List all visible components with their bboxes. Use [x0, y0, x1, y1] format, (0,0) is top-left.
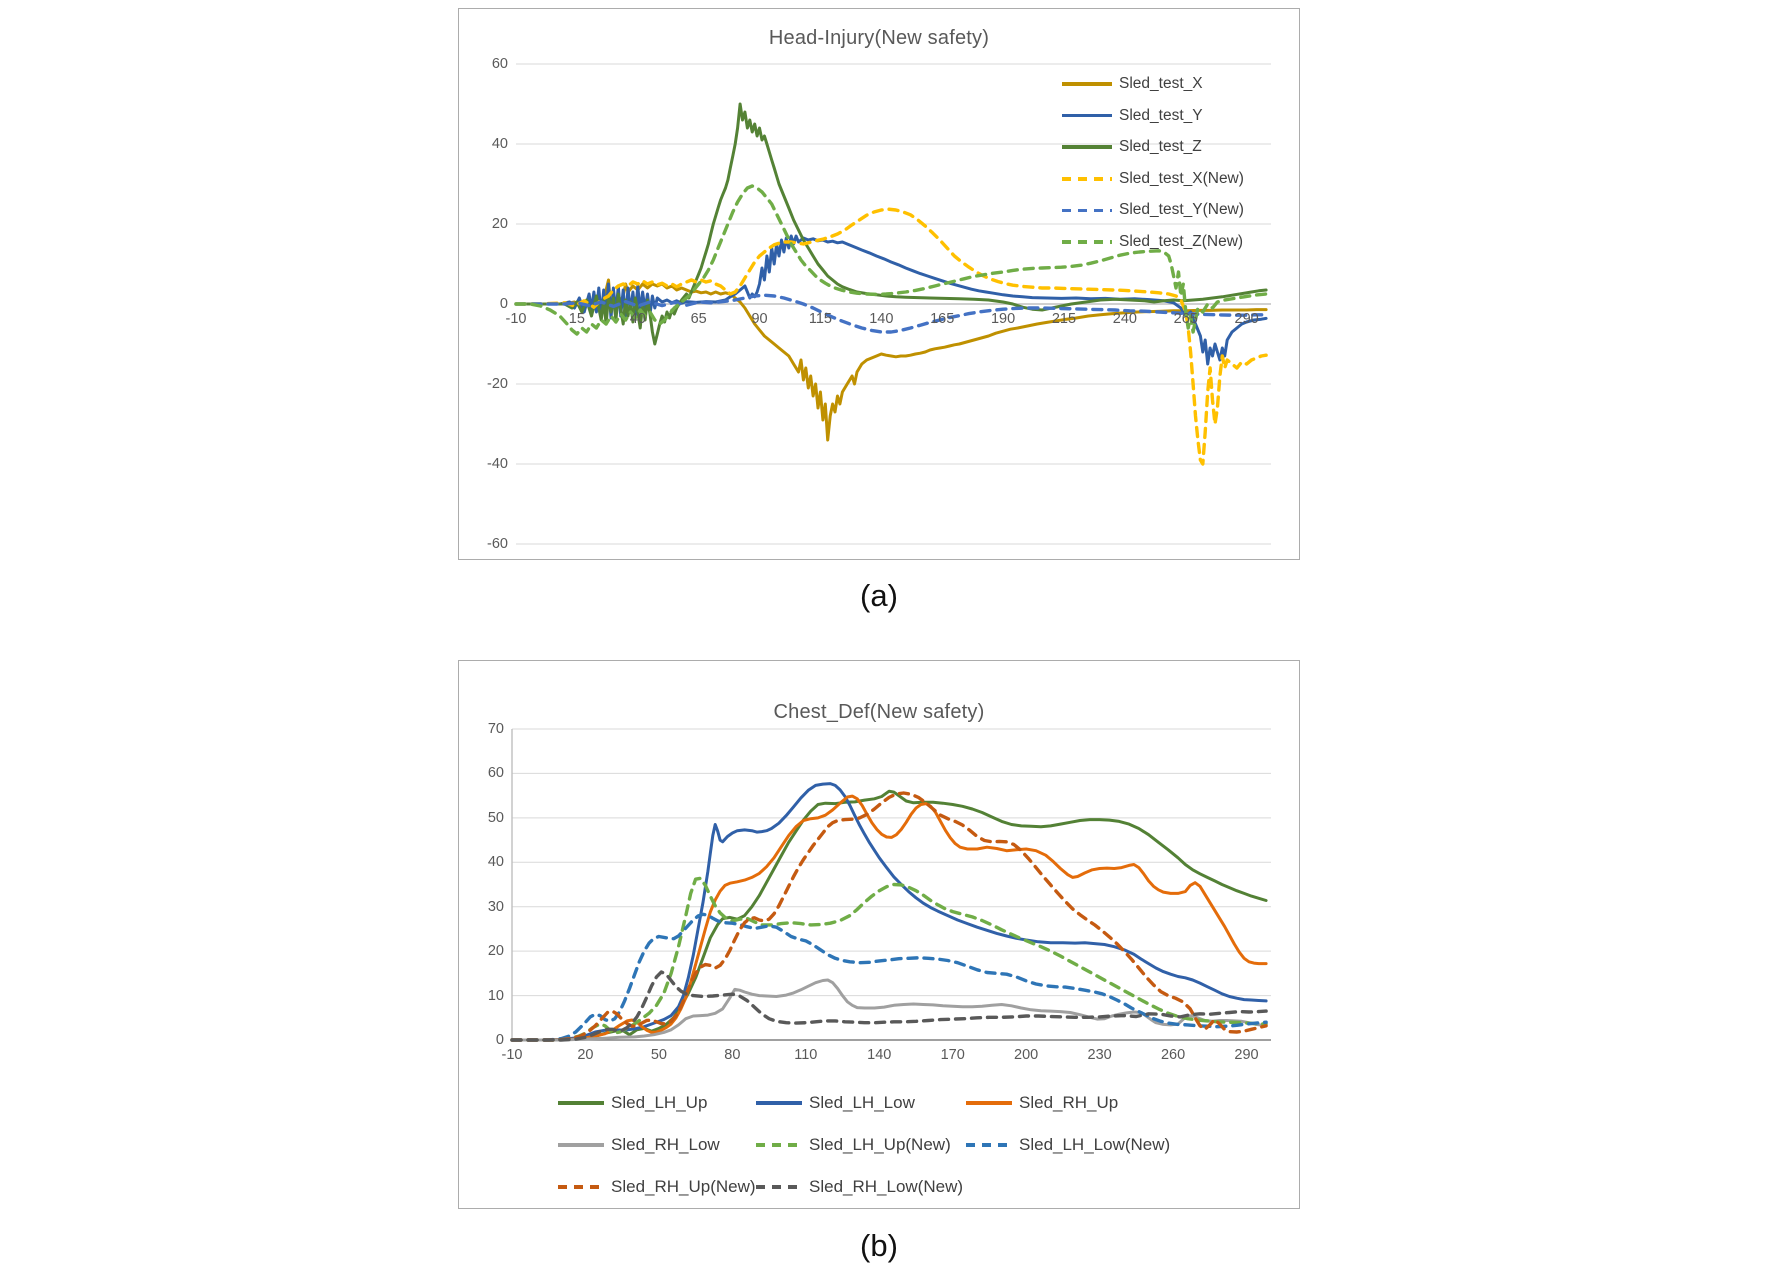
legend-item-Sled_test_Y(New) — [1062, 201, 1244, 219]
solid-line-swatch — [966, 1101, 1012, 1105]
y-tick-label-60: 60 — [491, 56, 508, 72]
series-line-Sled_test_Y — [516, 236, 1266, 364]
legend-label: Sled_LH_Low — [809, 1093, 915, 1112]
legend-label: Sled_test_Z(New) — [1119, 233, 1244, 250]
solid-line-swatch — [558, 1101, 604, 1105]
x-tick-label-170: 170 — [940, 1047, 965, 1063]
legend-item-Sled_test_Y — [1062, 107, 1203, 125]
dashed-line-swatch — [1062, 209, 1112, 213]
solid-line-swatch — [1062, 82, 1112, 86]
x-tick-label-110: 110 — [794, 1047, 818, 1063]
series-line-Sled_LH_Up(New) — [512, 878, 1266, 1040]
y-tick-label-20: 20 — [487, 943, 504, 960]
x-tick-label-15: 15 — [568, 311, 585, 327]
head-injury-chart — [458, 8, 1300, 560]
y-tick-label-40: 40 — [491, 136, 508, 152]
x-tick-label-65: 65 — [690, 311, 707, 327]
chart-title-chest-def: Chest_Def(New safety) — [773, 701, 985, 723]
x-tick-label-20: 20 — [577, 1047, 594, 1063]
x-tick-label-260: 260 — [1160, 1047, 1186, 1063]
legend-item-Sled_RH_Low(New) — [756, 1177, 963, 1197]
y-tick-label-40: 40 — [487, 854, 504, 871]
legend-label: Sled_test_Z — [1119, 138, 1202, 156]
solid-line-swatch — [1062, 114, 1112, 118]
legend-label: Sled_RH_Low — [611, 1135, 720, 1154]
x-tick-label--10: -10 — [505, 311, 527, 327]
legend-item-Sled_LH_Up(New) — [756, 1135, 951, 1155]
x-tick-label-240: 240 — [1112, 311, 1137, 327]
dashed-line-swatch — [1062, 177, 1112, 181]
legend-item-Sled_LH_Up — [558, 1093, 707, 1113]
dashed-line-swatch — [1062, 240, 1112, 244]
x-tick-label-265: 265 — [1173, 311, 1198, 327]
x-tick-label-230: 230 — [1087, 1047, 1112, 1063]
y-tick-label-0: 0 — [495, 1032, 504, 1048]
chart-title-head-injury: Head-Injury(New safety) — [768, 27, 990, 49]
solid-line-swatch — [558, 1143, 604, 1147]
x-tick-label--10: -10 — [501, 1047, 523, 1063]
x-tick-label-290: 290 — [1234, 311, 1259, 327]
solid-line-swatch — [1062, 145, 1112, 149]
legend-item-Sled_test_X(New) — [1062, 170, 1244, 188]
figure-caption-a: (a) — [860, 578, 898, 613]
legend-item-Sled_RH_Up — [966, 1093, 1118, 1113]
y-tick-label-50: 50 — [487, 809, 504, 826]
legend-label: Sled_LH_Up(New) — [809, 1135, 951, 1154]
legend-label: Sled_test_X(New) — [1119, 169, 1244, 187]
x-tick-label-290: 290 — [1234, 1047, 1259, 1063]
x-tick-label-190: 190 — [990, 311, 1016, 327]
dashed-line-swatch — [756, 1185, 802, 1189]
y-tick-label-20: 20 — [491, 216, 508, 232]
x-tick-label-40: 40 — [629, 311, 646, 327]
dashed-line-swatch — [756, 1143, 802, 1147]
chest-def-chart — [458, 660, 1300, 1209]
legend-label: Sled_test_Y(New) — [1119, 201, 1244, 219]
legend-item-Sled_LH_Low — [756, 1093, 915, 1113]
x-tick-label-50: 50 — [650, 1047, 667, 1063]
y-tick-label--60: -60 — [487, 536, 508, 552]
legend-item-Sled_LH_Low(New) — [966, 1135, 1170, 1155]
x-tick-label-140: 140 — [867, 1047, 892, 1063]
y-tick-label-30: 30 — [487, 898, 504, 915]
x-tick-label-215: 215 — [1051, 311, 1077, 327]
y-tick-label-60: 60 — [487, 765, 504, 782]
y-tick-label-10: 10 — [487, 987, 504, 1004]
x-tick-label-165: 165 — [930, 311, 955, 327]
legend-item-Sled_test_X — [1062, 75, 1203, 93]
y-tick-label--20: -20 — [487, 376, 508, 392]
x-tick-label-90: 90 — [751, 311, 768, 327]
legend-label: Sled_RH_Up(New) — [611, 1177, 756, 1196]
legend-item-Sled_test_Z — [1062, 138, 1202, 156]
legend-item-Sled_RH_Up(New) — [558, 1177, 756, 1197]
plot-area — [459, 661, 1301, 1210]
legend-item-Sled_test_Z(New) — [1062, 233, 1243, 251]
solid-line-swatch — [756, 1101, 802, 1105]
legend-label: Sled_RH_Up — [1019, 1093, 1119, 1112]
dashed-line-swatch — [966, 1143, 1012, 1147]
x-tick-label-80: 80 — [724, 1047, 741, 1063]
legend-label: Sled_RH_Low(New) — [809, 1177, 964, 1196]
y-tick-label-0: 0 — [499, 296, 508, 312]
legend-label: Sled_LH_Up — [611, 1093, 708, 1112]
dashed-line-swatch — [558, 1185, 604, 1189]
y-tick-label-70: 70 — [487, 721, 504, 737]
legend-label: Sled_test_Y — [1119, 106, 1203, 124]
x-tick-label-140: 140 — [869, 311, 894, 327]
legend-item-Sled_RH_Low — [558, 1135, 720, 1155]
x-tick-label-200: 200 — [1014, 1047, 1039, 1063]
x-tick-label-115: 115 — [808, 311, 832, 327]
legend-label: Sled_test_X — [1119, 75, 1203, 92]
legend-label: Sled_LH_Low(New) — [1019, 1135, 1171, 1154]
figure-caption-b: (b) — [860, 1228, 898, 1263]
y-tick-label--40: -40 — [487, 456, 508, 472]
